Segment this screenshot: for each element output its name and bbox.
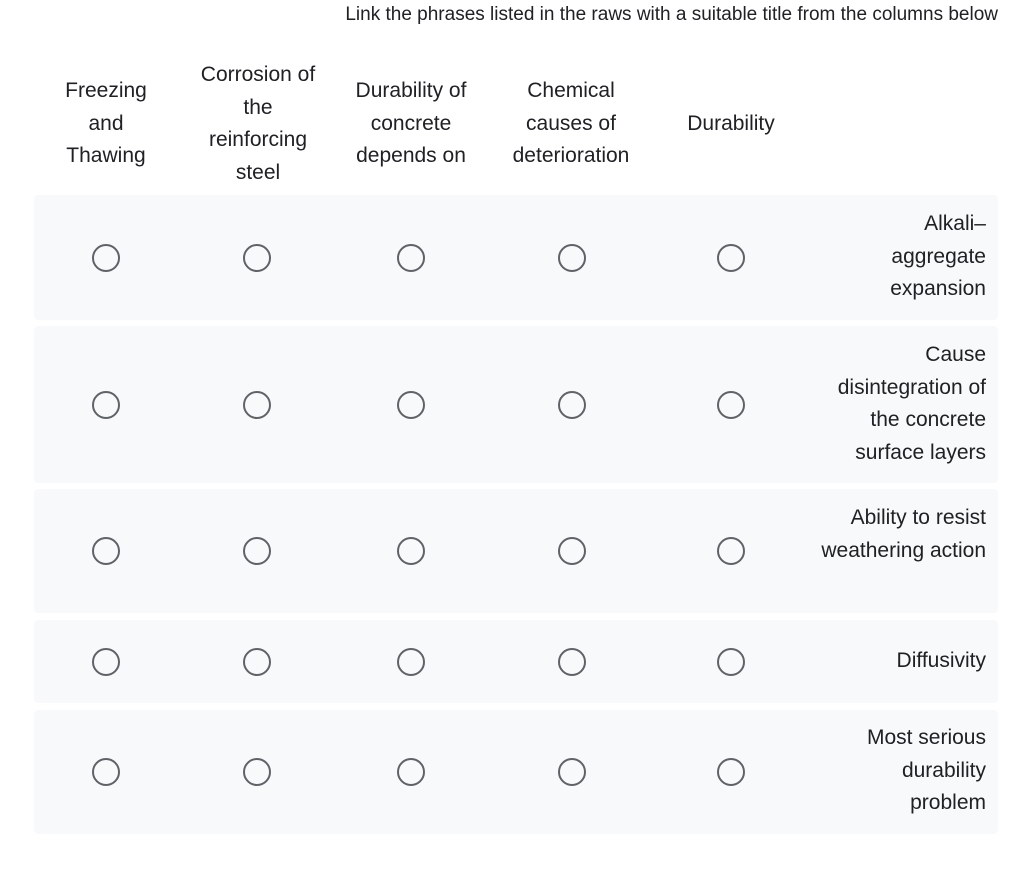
radio-row2-durability[interactable] — [717, 537, 745, 565]
grid-row-3 — [34, 620, 998, 703]
radio-row3-corrosion[interactable] — [243, 648, 271, 676]
radio-row4-freezing-and-thawing[interactable] — [92, 758, 120, 786]
radio-row3-durability-depends-on[interactable] — [397, 648, 425, 676]
grid-row-1 — [34, 326, 998, 483]
radio-row3-durability[interactable] — [717, 648, 745, 676]
radio-row4-chemical-causes[interactable] — [558, 758, 586, 786]
radio-row0-chemical-causes[interactable] — [558, 244, 586, 272]
row-label-0: Alkali– aggregate expansion — [890, 212, 986, 300]
radio-row0-durability-depends-on[interactable] — [397, 244, 425, 272]
radio-row1-freezing-and-thawing[interactable] — [92, 391, 120, 419]
radio-row1-chemical-causes[interactable] — [558, 391, 586, 419]
radio-row3-freezing-and-thawing[interactable] — [92, 648, 120, 676]
column-header-3: Chemical causes of deterioration — [512, 79, 630, 168]
radio-row4-durability-depends-on[interactable] — [397, 758, 425, 786]
row-label-1: Cause disintegration of the concrete surface layers — [837, 343, 986, 464]
radio-row0-freezing-and-thawing[interactable] — [92, 244, 120, 272]
row-label-4: Most serious durability problem — [866, 726, 986, 814]
grid-row-2 — [34, 489, 998, 613]
radio-row4-durability[interactable] — [717, 758, 745, 786]
row-label-3: Diffusivity — [896, 649, 986, 672]
column-header-1: Corrosion of the reinforcing steel — [200, 63, 316, 184]
column-header-4: Durability — [687, 111, 775, 135]
grid-row-4 — [34, 710, 998, 834]
radio-row4-corrosion[interactable] — [243, 758, 271, 786]
radio-row0-corrosion[interactable] — [243, 244, 271, 272]
radio-row2-durability-depends-on[interactable] — [397, 537, 425, 565]
grid-row-0 — [34, 195, 998, 320]
radio-row3-chemical-causes[interactable] — [558, 648, 586, 676]
radio-row1-durability-depends-on[interactable] — [397, 391, 425, 419]
radio-row1-corrosion[interactable] — [243, 391, 271, 419]
column-header-0: Freezing and Thawing — [65, 79, 147, 168]
column-header-2: Durability of concrete depends on — [355, 79, 467, 168]
radio-row2-freezing-and-thawing[interactable] — [92, 537, 120, 565]
instruction-text: Link the phrases listed in the raws with a suitable title from the columns below — [345, 4, 998, 25]
radio-row2-chemical-causes[interactable] — [558, 537, 586, 565]
radio-row1-durability[interactable] — [717, 391, 745, 419]
row-label-2: Ability to resist weathering action — [821, 506, 986, 562]
radio-row2-corrosion[interactable] — [243, 537, 271, 565]
radio-row0-durability[interactable] — [717, 244, 745, 272]
